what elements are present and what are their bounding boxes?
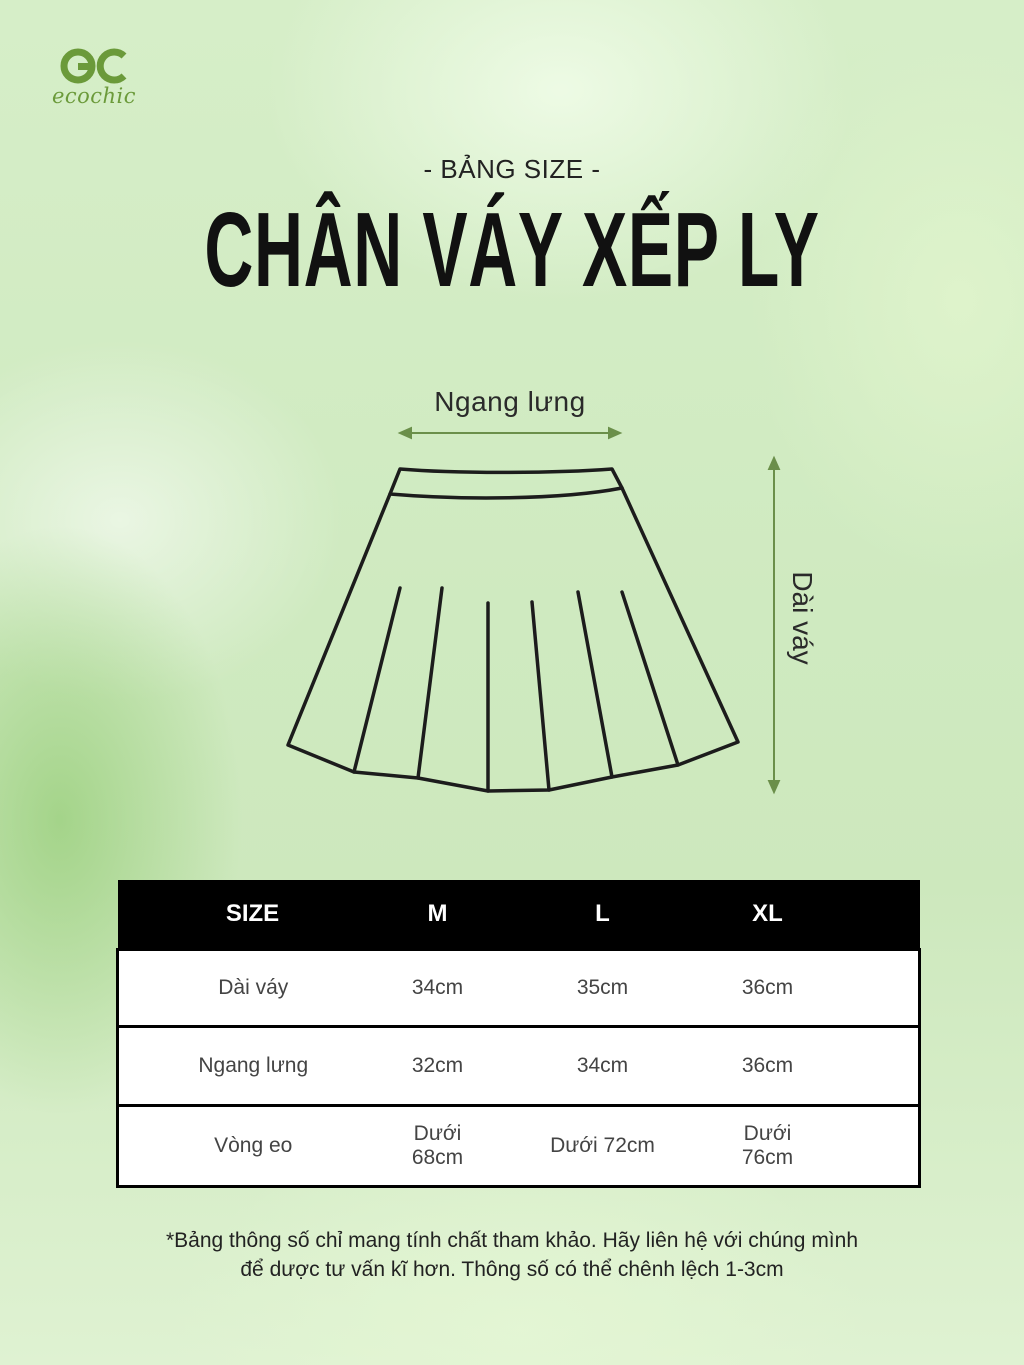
table-row bbox=[118, 1106, 920, 1187]
footnote-line-2: để dược tư vấn kĩ hơn. Thông số có thể chênh lệch 1-3cm bbox=[240, 1258, 784, 1281]
footnote-line-1: *Bảng thông số chỉ mang tính chất tham khảo. Hãy liên hệ với chúng mình bbox=[165, 1229, 858, 1252]
row-label: Vòng eo bbox=[118, 1106, 388, 1187]
cell-l: 34cm bbox=[488, 1027, 718, 1106]
waist-label: Ngang lưng bbox=[434, 386, 586, 417]
skirt-outline bbox=[288, 469, 738, 791]
page-title: CHÂN VÁY XẾP LY bbox=[204, 191, 820, 309]
header-l: L bbox=[488, 880, 718, 950]
cell-xl: 36cm bbox=[718, 1027, 818, 1106]
cell-xl: 36cm bbox=[718, 950, 818, 1027]
header-spacer bbox=[818, 880, 920, 950]
brand-logo bbox=[44, 46, 144, 118]
cell-l: Dưới 72cm bbox=[488, 1106, 718, 1187]
cell-spacer bbox=[818, 1106, 920, 1187]
header-size: SIZE bbox=[118, 880, 388, 950]
cell-l: 35cm bbox=[488, 950, 718, 1027]
table-row bbox=[118, 1027, 920, 1106]
cell-m: Dưới 68cm bbox=[388, 1106, 488, 1187]
cell-m: 32cm bbox=[388, 1027, 488, 1106]
size-table bbox=[116, 880, 921, 1188]
table-header-row bbox=[118, 880, 920, 950]
brand-name: ecochic bbox=[51, 84, 137, 108]
page-subtitle: - BẢNG SIZE - bbox=[423, 154, 601, 184]
header-m: M bbox=[388, 880, 488, 950]
skirt-diagram bbox=[0, 370, 1024, 810]
header-xl: XL bbox=[718, 880, 818, 950]
cell-spacer bbox=[818, 1027, 920, 1106]
table-row bbox=[118, 950, 920, 1027]
footnote bbox=[60, 1226, 964, 1284]
cell-spacer bbox=[818, 950, 920, 1027]
row-label: Dài váy bbox=[118, 950, 388, 1027]
cell-xl: Dưới 76cm bbox=[718, 1106, 818, 1187]
row-label: Ngang lưng bbox=[118, 1027, 388, 1106]
length-label: Dài váy bbox=[787, 571, 818, 665]
cell-m: 34cm bbox=[388, 950, 488, 1027]
